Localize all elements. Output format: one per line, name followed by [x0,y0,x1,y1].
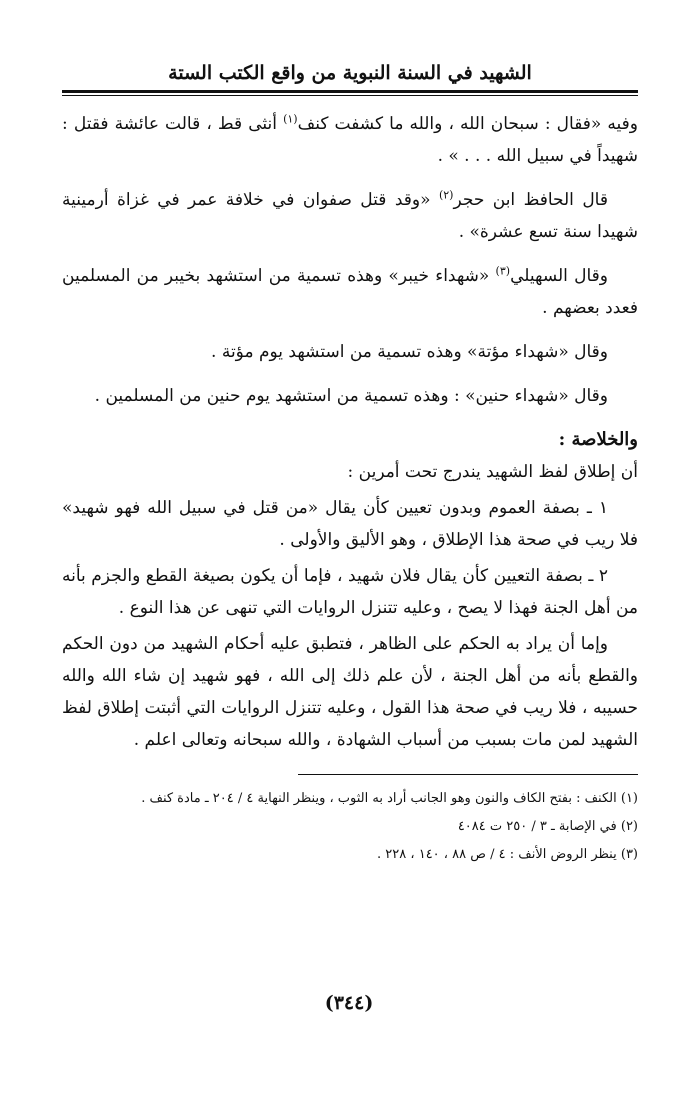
paragraph-text: قال الحافظ ابن حجر [453,190,608,210]
paragraph-ibn-hajar [62,184,638,248]
paragraph-mutah: وقال «شهداء مؤتة» وهذه تسمية من استشهد يوم مؤتة . [211,342,608,362]
page-number: (٣٤٤) [324,992,374,1014]
paragraph-text: «شهداء خيبر» وهذه تسمية من استشهد بخيبر من المسلمين فعدد بعضهم . [62,266,638,318]
paragraph-text: وقال السهيلي [510,266,608,286]
paragraph-text: وفيه «فقال : سبحان الله ، والله ما كشفت كنف [297,114,638,134]
document-page [62,60,638,869]
footnote-ref-1[interactable]: (١) [283,112,298,126]
conclusion-heading: والخلاصة : [558,429,638,450]
paragraph-text: «وقد قتل صفوان في خلافة عمر في غزاة أرمينية شهيدا سنة تسع عشرة» . [62,190,638,242]
header-rule-thin [62,95,638,96]
header-rule-thick [62,90,638,93]
footnote-ref-2[interactable]: (٢) [438,188,454,202]
paragraph-suhayli [62,260,638,324]
conclusion-point-1: ١ ـ بصفة العموم وبدون تعيين كأن يقال «من قتل في سبيل الله فهو شهيد» فلا ريب في صحة هذا الإطلاق ، وهو الأليق والأولى . [62,498,638,550]
conclusion-point-2: ٢ ـ بصفة التعيين كأن يقال فلان شهيد ، فإما أن يكون بصيغة القطع والجزم بأنه من أهل الجنة فهذا لا يصح ، وعليه تتنزل الروايات التي تنهى عن هذا النوع . [62,566,638,618]
paragraph-hadith [62,108,638,172]
footnote-3: (٣) ينظر الروض الأنف : ٤ / ص ٨٨ ، ١٤٠ ، ٢٢٨ . [377,847,638,862]
footnote-ref-3[interactable]: (٣) [495,264,511,278]
conclusion-intro: أن إطلاق لفظ الشهيد يندرج تحت أمرين : [347,462,638,482]
paragraph-hunayn: وقال «شهداء حنين» : وهذه تسمية من استشهد يوم حنين من المسلمين . [94,386,608,406]
running-header: الشهيد في السنة النبوية من واقع الكتب الستة [168,62,532,84]
footnote-2: (٢) في الإصابة ـ ٣ / ٢٥٠ ت ٤٠٨٤ [457,819,638,834]
main-text [62,108,638,756]
footnotes [62,785,638,869]
footnote-1: (١) الكنف : بفتح الكاف والنون وهو الجانب أراد به الثوب ، وينظر النهاية ٤ / ٢٠٤ ـ مادة كنف . [141,791,638,806]
conclusion-point-3: وإما أن يراد به الحكم على الظاهر ، فتطبق عليه أحكام الشهيد من دون الحكم والقطع بأنه من أهل الجنة ، لأن علم ذلك إلى الله ، فهو شهيد إن شاء الله والله حسيبه ، فلا ريب في صحة هذا القول ، وعليه تتنزل الروايات التي أثبتت إطلاق لفظ الشهيد لمن مات بسبب من أسباب الشهادة ، والله سبحانه وتعالى اعلم . [62,634,638,750]
paragraph-text: أنثى قط ، قالت عائشة فقتل : شهيداً في سبيل الله . . . » . [62,114,638,166]
footnote-separator [298,774,638,775]
